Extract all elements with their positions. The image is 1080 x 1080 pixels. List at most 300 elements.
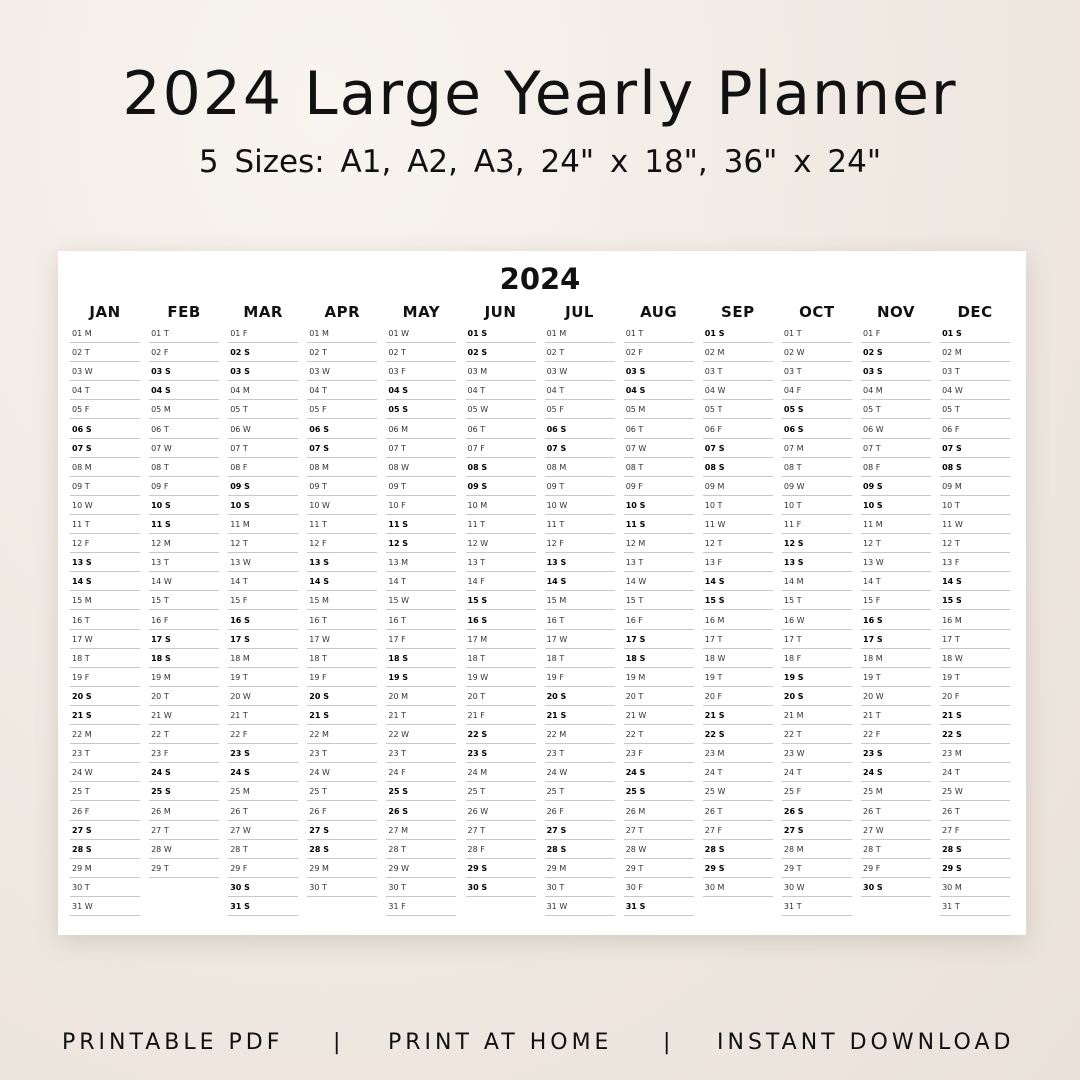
day-row <box>149 478 219 496</box>
day-label: 24 M <box>467 768 488 778</box>
day-label: 09 F <box>151 481 169 491</box>
day-row <box>466 764 536 782</box>
day-row <box>624 401 694 419</box>
day-row <box>386 688 456 706</box>
day-row <box>624 783 694 801</box>
day-label: 13 F <box>704 558 723 568</box>
day-label: 26 T <box>704 806 723 816</box>
day-row <box>861 612 931 630</box>
day-row <box>466 459 536 477</box>
day-row <box>940 325 1010 343</box>
day-row <box>70 669 140 687</box>
day-label: 04 S <box>625 386 646 396</box>
day-label: 02 S <box>467 348 488 358</box>
day-row <box>307 860 377 878</box>
day-label: 01 M <box>309 329 329 338</box>
day-row <box>70 325 140 343</box>
day-label: 03 W <box>546 367 568 377</box>
day-row <box>386 401 456 419</box>
day-row <box>703 688 773 706</box>
day-row <box>782 879 852 897</box>
day-row <box>545 478 615 496</box>
day-row <box>307 325 377 343</box>
day-label: 03 S <box>625 367 646 377</box>
day-row <box>466 573 536 591</box>
day-label: 09 F <box>625 481 644 491</box>
day-row <box>703 612 773 630</box>
day-row <box>228 688 298 706</box>
day-row <box>228 554 298 572</box>
day-row <box>386 631 456 649</box>
day-row <box>782 841 852 859</box>
day-row <box>466 478 536 496</box>
day-row <box>545 726 615 744</box>
day-label: 25 M <box>863 787 883 797</box>
day-label: 21 W <box>151 711 172 720</box>
day-label: 24 T <box>704 768 723 778</box>
day-row <box>386 573 456 591</box>
day-row <box>624 650 694 668</box>
day-row <box>940 401 1010 419</box>
day-row <box>624 688 694 706</box>
day-row <box>703 841 773 859</box>
day-row <box>466 401 536 419</box>
day-label: 08 F <box>863 462 881 472</box>
day-label: 06 S <box>72 424 92 434</box>
day-label: 05 F <box>546 405 564 415</box>
day-row <box>782 860 852 878</box>
day-label: 25 F <box>783 787 802 797</box>
day-row <box>149 822 219 840</box>
day-label: 13 T <box>151 558 169 568</box>
day-row <box>228 440 298 458</box>
day-label: 16 F <box>625 615 644 625</box>
day-row <box>545 898 615 916</box>
day-label: 23 S <box>230 749 250 759</box>
day-label: 06 S <box>309 424 329 434</box>
day-label: 29 S <box>467 863 488 873</box>
day-row <box>545 401 615 419</box>
day-label: 19 T <box>704 672 723 682</box>
day-label: 26 T <box>230 806 248 816</box>
day-row <box>703 726 773 744</box>
day-label: 08 T <box>625 462 644 472</box>
day-row <box>624 344 694 362</box>
day-row <box>624 478 694 496</box>
day-label: 06 F <box>704 424 723 434</box>
day-label: 10 M <box>467 500 488 510</box>
day-row <box>624 822 694 840</box>
day-label: 14 S <box>942 577 962 587</box>
day-row <box>70 344 140 362</box>
day-row <box>466 631 536 649</box>
day-label: 25 S <box>625 787 646 797</box>
day-row <box>624 631 694 649</box>
day-row <box>703 803 773 821</box>
day-row <box>545 440 615 458</box>
day-label: 02 F <box>151 348 169 358</box>
day-label: 27 T <box>467 825 486 835</box>
day-label: 06 S <box>783 424 804 434</box>
day-label: 02 M <box>942 348 962 358</box>
day-row <box>861 879 931 897</box>
day-row <box>940 612 1010 630</box>
day-label: 16 T <box>546 615 565 625</box>
day-row <box>703 764 773 782</box>
day-row <box>386 612 456 630</box>
day-label: 05 T <box>942 405 960 415</box>
day-label: 18 W <box>942 653 963 663</box>
day-row <box>70 803 140 821</box>
day-row <box>861 860 931 878</box>
day-row <box>940 535 1010 553</box>
day-row <box>228 783 298 801</box>
day-row <box>782 344 852 362</box>
day-row <box>307 401 377 419</box>
day-label: 07 M <box>783 443 804 453</box>
day-label: 26 T <box>942 806 960 816</box>
day-row <box>861 421 931 439</box>
day-row <box>149 745 219 763</box>
day-row <box>149 612 219 630</box>
day-row <box>386 745 456 763</box>
day-label: 03 T <box>783 367 802 377</box>
day-label: 26 M <box>625 806 646 816</box>
day-label: 06 F <box>942 424 960 434</box>
day-row <box>782 401 852 419</box>
day-label: 17 T <box>783 634 802 644</box>
day-label: 10 S <box>625 500 646 510</box>
day-row <box>307 707 377 725</box>
day-row <box>149 860 219 878</box>
day-label: 09 W <box>783 481 805 491</box>
day-label: 03 W <box>309 367 330 377</box>
day-label: 29 S <box>704 863 725 873</box>
day-row <box>703 879 773 897</box>
day-label: 20 W <box>863 691 884 701</box>
day-label: 11 M <box>230 520 250 529</box>
day-row <box>782 764 852 782</box>
day-label: 19 F <box>546 672 564 682</box>
day-row <box>624 325 694 343</box>
day-label: 02 T <box>72 348 90 358</box>
day-label: 01 S <box>942 329 962 338</box>
day-row <box>703 382 773 400</box>
day-row <box>466 554 536 572</box>
day-row <box>307 592 377 610</box>
day-label: 24 S <box>863 768 883 778</box>
day-row <box>624 745 694 763</box>
day-row <box>624 573 694 591</box>
day-row <box>703 421 773 439</box>
footer-separator: | <box>333 1030 345 1055</box>
day-row <box>703 554 773 572</box>
day-row <box>70 478 140 496</box>
day-row <box>861 478 931 496</box>
day-label: 13 W <box>863 558 884 568</box>
day-row <box>149 688 219 706</box>
day-row <box>70 688 140 706</box>
day-label: 27 S <box>546 825 567 835</box>
day-row <box>940 803 1010 821</box>
day-label: 21 T <box>863 711 881 720</box>
day-row <box>624 421 694 439</box>
day-row <box>228 707 298 725</box>
day-label: 15 M <box>546 596 567 606</box>
day-label: 28 S <box>546 844 567 854</box>
day-row <box>307 459 377 477</box>
day-label: 31 T <box>942 902 960 911</box>
day-label: 17 M <box>467 634 488 644</box>
day-row <box>703 822 773 840</box>
day-row <box>940 497 1010 515</box>
day-row <box>940 898 1010 916</box>
day-row <box>307 344 377 362</box>
day-label: 29 M <box>309 863 329 873</box>
footer-separator: | <box>663 1030 675 1055</box>
day-label: 11 F <box>783 520 802 529</box>
day-label: 30 T <box>388 882 406 892</box>
day-row <box>861 822 931 840</box>
day-label: 03 S <box>151 367 171 377</box>
day-label: 28 W <box>151 844 172 854</box>
day-label: 09 T <box>546 481 565 491</box>
day-row <box>386 707 456 725</box>
day-label: 28 T <box>863 844 881 854</box>
day-row <box>703 707 773 725</box>
month-column-jul <box>545 300 615 911</box>
day-label: 26 T <box>863 806 881 816</box>
day-label: 31 W <box>546 902 568 911</box>
day-row <box>386 841 456 859</box>
footer-instant-download: INSTANT DOWNLOAD <box>717 1030 1015 1055</box>
day-label: 25 M <box>230 787 250 797</box>
month-column-jun <box>466 300 536 892</box>
day-row <box>307 535 377 553</box>
day-row <box>466 803 536 821</box>
day-row <box>703 592 773 610</box>
day-label: 28 S <box>72 844 92 854</box>
day-row <box>70 612 140 630</box>
day-label: 19 W <box>467 672 489 682</box>
day-row <box>782 382 852 400</box>
day-label: 22 M <box>309 730 329 740</box>
day-label: 08 F <box>230 462 248 472</box>
day-row <box>624 841 694 859</box>
day-row <box>545 803 615 821</box>
day-label: 27 W <box>230 825 251 835</box>
day-row <box>861 688 931 706</box>
day-label: 30 S <box>863 882 883 892</box>
day-label: 13 S <box>72 558 92 568</box>
day-row <box>624 382 694 400</box>
day-label: 24 S <box>230 768 250 778</box>
month-column-feb <box>149 300 219 873</box>
day-row <box>307 879 377 897</box>
day-row <box>149 440 219 458</box>
day-label: 12 T <box>230 539 248 549</box>
day-label: 06 W <box>230 424 251 434</box>
day-row <box>386 325 456 343</box>
month-header: NOV <box>876 303 915 321</box>
day-label: 10 W <box>72 500 93 510</box>
day-label: 05 T <box>704 405 723 415</box>
day-label: 10 S <box>230 500 250 510</box>
day-label: 22 M <box>72 730 92 740</box>
day-row <box>228 726 298 744</box>
day-label: 17 S <box>230 634 250 644</box>
day-row <box>466 707 536 725</box>
day-row <box>624 803 694 821</box>
day-label: 22 M <box>546 730 567 740</box>
day-row <box>386 344 456 362</box>
day-label: 14 T <box>388 577 406 587</box>
day-label: 23 S <box>467 749 488 759</box>
day-row <box>624 440 694 458</box>
day-row <box>861 841 931 859</box>
day-row <box>466 497 536 515</box>
day-row <box>940 688 1010 706</box>
day-label: 08 W <box>388 462 410 472</box>
day-label: 18 S <box>151 653 171 663</box>
day-row <box>307 421 377 439</box>
day-label: 07 F <box>467 443 485 453</box>
day-row <box>782 803 852 821</box>
day-label: 16 S <box>230 615 250 625</box>
day-row <box>861 535 931 553</box>
page-title: 2024 Large Yearly Planner <box>122 59 958 129</box>
day-label: 13 S <box>309 558 329 568</box>
day-row <box>386 898 456 916</box>
day-label: 12 S <box>783 539 804 549</box>
day-label: 25 T <box>72 787 90 797</box>
day-row <box>466 822 536 840</box>
day-row <box>624 726 694 744</box>
day-row <box>386 554 456 572</box>
day-label: 09 T <box>309 481 327 491</box>
day-row <box>624 592 694 610</box>
day-label: 02 T <box>388 348 406 358</box>
day-row <box>466 363 536 381</box>
day-row <box>861 573 931 591</box>
month-column-nov <box>861 300 931 892</box>
day-label: 07 S <box>704 443 725 453</box>
day-label: 23 S <box>863 749 883 759</box>
day-label: 09 S <box>863 481 883 491</box>
day-row <box>228 382 298 400</box>
day-label: 07 W <box>625 443 647 453</box>
day-label: 08 S <box>467 462 488 472</box>
day-label: 04 F <box>783 386 802 396</box>
day-row <box>386 879 456 897</box>
day-label: 17 W <box>309 634 330 644</box>
day-row <box>703 344 773 362</box>
day-label: 28 T <box>388 844 406 854</box>
day-label: 01 T <box>151 329 169 338</box>
day-label: 07 S <box>72 443 92 453</box>
day-label: 19 S <box>783 672 804 682</box>
day-label: 15 M <box>309 596 329 606</box>
day-row <box>782 554 852 572</box>
day-label: 27 T <box>625 825 644 835</box>
day-row <box>228 344 298 362</box>
day-row <box>782 726 852 744</box>
day-row <box>466 440 536 458</box>
day-label: 23 T <box>309 749 327 759</box>
day-label: 20 F <box>704 691 723 701</box>
day-label: 12 T <box>942 539 960 549</box>
day-label: 08 T <box>151 462 169 472</box>
day-label: 26 W <box>467 806 489 816</box>
day-label: 24 F <box>388 768 406 778</box>
day-row <box>307 822 377 840</box>
day-row <box>861 631 931 649</box>
day-row <box>940 573 1010 591</box>
month-column-dec <box>940 300 1010 911</box>
day-label: 01 M <box>546 329 567 338</box>
day-row <box>149 382 219 400</box>
day-row <box>149 631 219 649</box>
day-row <box>782 650 852 668</box>
day-label: 08 S <box>704 462 725 472</box>
day-row <box>545 535 615 553</box>
day-row <box>703 325 773 343</box>
day-row <box>782 497 852 515</box>
day-row <box>940 631 1010 649</box>
day-label: 15 W <box>388 596 410 606</box>
day-label: 29 T <box>151 863 169 873</box>
day-label: 08 M <box>546 462 567 472</box>
day-label: 14 T <box>230 577 248 587</box>
day-row <box>149 803 219 821</box>
day-row <box>307 497 377 515</box>
day-row <box>70 898 140 916</box>
day-row <box>545 669 615 687</box>
day-label: 11 S <box>388 520 409 529</box>
day-label: 03 S <box>230 367 250 377</box>
day-row <box>782 516 852 534</box>
day-row <box>624 363 694 381</box>
day-label: 04 W <box>704 386 726 396</box>
day-row <box>307 726 377 744</box>
day-label: 28 S <box>942 844 962 854</box>
day-row <box>386 516 456 534</box>
day-label: 18 S <box>625 653 646 663</box>
day-label: 27 S <box>72 825 92 835</box>
day-label: 18 W <box>704 653 726 663</box>
day-row <box>70 440 140 458</box>
day-row <box>466 879 536 897</box>
day-row <box>545 707 615 725</box>
day-row <box>70 650 140 668</box>
day-row <box>940 363 1010 381</box>
day-row <box>861 344 931 362</box>
day-row <box>782 898 852 916</box>
day-label: 12 W <box>467 539 489 549</box>
day-row <box>782 783 852 801</box>
day-row <box>466 535 536 553</box>
day-row <box>70 631 140 649</box>
day-label: 13 M <box>388 558 409 568</box>
day-row <box>228 421 298 439</box>
day-label: 16 T <box>309 615 327 625</box>
day-label: 10 T <box>704 500 723 510</box>
day-row <box>228 592 298 610</box>
day-label: 01 M <box>72 329 92 338</box>
month-header: JUN <box>484 303 517 321</box>
month-column-jan <box>70 300 140 911</box>
day-row <box>545 554 615 572</box>
